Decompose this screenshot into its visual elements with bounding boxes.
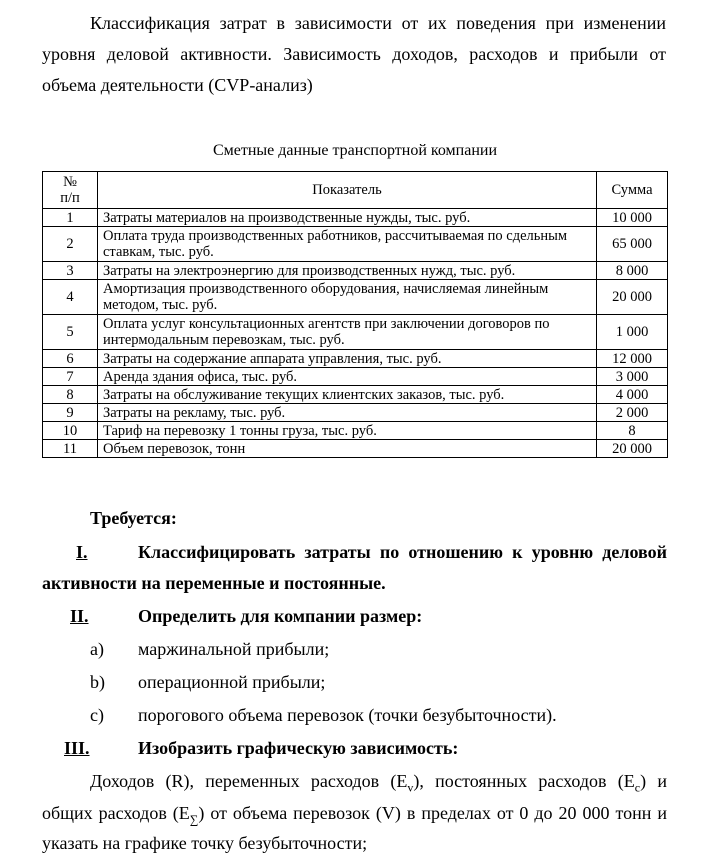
- table-row: [43, 422, 668, 440]
- row-indicator: Оплата услуг консультационных агентств при заключении договоров по интермодальным перевозкам, тыс. руб.: [98, 315, 597, 350]
- item-a-text: маржинальной прибыли;: [138, 639, 330, 659]
- task3-line2-part: общих расходов (E: [42, 803, 190, 823]
- table-row: [43, 227, 668, 262]
- table-row: [43, 315, 668, 350]
- row-sum: 2 000: [597, 404, 668, 422]
- task3-line1-part: ) и: [640, 771, 667, 791]
- row-num: 2: [43, 227, 98, 262]
- sub-c: c: [634, 780, 641, 795]
- table-row: [43, 368, 668, 386]
- table-row: [43, 350, 668, 368]
- table-row: [43, 209, 668, 227]
- task2-text: Определить для компании размер:: [138, 606, 423, 626]
- row-indicator: Затраты на содержание аппарата управления, тыс. руб.: [98, 350, 597, 368]
- table-header-row: [43, 172, 668, 209]
- row-sum: 4 000: [597, 386, 668, 404]
- row-sum: 10 000: [597, 209, 668, 227]
- row-indicator: Оплата труда производственных работников, рассчитываемая по сдельным ставкам, тыс. руб.: [98, 227, 597, 262]
- table-caption: Сметные данные транспортной компании: [212, 142, 498, 159]
- row-num: 7: [43, 368, 98, 386]
- item-b-label: b): [90, 672, 105, 692]
- requirements-title: Требуется:: [90, 508, 177, 528]
- table-row: [43, 404, 668, 422]
- row-indicator: Затраты на рекламу, тыс. руб.: [98, 404, 597, 422]
- header-num-line1: №: [63, 174, 77, 190]
- item-c-text: порогового объема перевозок (точки безубыточности).: [138, 705, 557, 725]
- row-num: 3: [43, 262, 98, 280]
- table-row: [43, 262, 668, 280]
- row-num: 6: [43, 350, 98, 368]
- header-num-line2: п/п: [60, 190, 80, 206]
- row-sum: 65 000: [597, 227, 668, 262]
- row-num: 8: [43, 386, 98, 404]
- header-num: [43, 172, 98, 209]
- header-indicator: Показатель: [98, 172, 597, 209]
- row-indicator: Амортизация производственного оборудования, начисляемая линейным методом, тыс. руб.: [98, 280, 597, 315]
- row-sum: 8 000: [597, 262, 668, 280]
- row-num: 9: [43, 404, 98, 422]
- table-row: [43, 440, 668, 458]
- header-sum: Сумма: [597, 172, 668, 209]
- task3-line1-part: Доходов (R), переменных расходов (E: [90, 771, 408, 791]
- task1-numeral: [76, 542, 88, 562]
- task3-line1: [90, 771, 667, 798]
- task1-numeral-text: I.: [76, 542, 88, 562]
- row-sum: 20 000: [597, 280, 668, 315]
- row-sum: 1 000: [597, 315, 668, 350]
- item-b-text: операционной прибыли;: [138, 672, 326, 692]
- task1-line1: Классифицировать затраты по отношению к уровню деловой: [138, 542, 667, 562]
- row-indicator: Объем перевозок, тонн: [98, 440, 597, 458]
- row-sum: 12 000: [597, 350, 668, 368]
- item-c-label: c): [90, 705, 104, 725]
- item-a-label: a): [90, 639, 104, 659]
- row-indicator: Затраты материалов на производственные нужды, тыс. руб.: [98, 209, 597, 227]
- row-indicator: Затраты на электроэнергию для производственных нужд, тыс. руб.: [98, 262, 597, 280]
- task3-text: Изобразить графическую зависимость:: [138, 738, 459, 758]
- task3-line2: [42, 803, 667, 830]
- intro-paragraph: Классификация затрат в зависимости от их поведения при изменении уровня деловой активности. Зависимость доходов, расходов и прибыли от объема деятельности (CVP-анализ): [42, 13, 666, 95]
- row-num: 4: [43, 280, 98, 315]
- task2-numeral: [70, 606, 89, 626]
- task2-numeral-text: II.: [70, 606, 89, 626]
- estimate-table: [42, 171, 668, 458]
- row-num: 1: [43, 209, 98, 227]
- row-num: 5: [43, 315, 98, 350]
- row-num: 11: [43, 440, 98, 458]
- table-row: [43, 280, 668, 315]
- task3-numeral: [64, 738, 90, 758]
- row-sum: 20 000: [597, 440, 668, 458]
- sub-v: v: [407, 780, 414, 795]
- row-sum: 3 000: [597, 368, 668, 386]
- table-row: [43, 386, 668, 404]
- task3-numeral-text: III.: [64, 738, 90, 758]
- task1-line2: активности на переменные и постоянные.: [42, 573, 386, 593]
- row-indicator: Аренда здания офиса, тыс. руб.: [98, 368, 597, 386]
- sub-sum: ∑: [189, 812, 199, 827]
- row-num: 10: [43, 422, 98, 440]
- task3-line1-part: ), постоянных расходов (E: [413, 771, 635, 791]
- row-indicator: Затраты на обслуживание текущих клиентских заказов, тыс. руб.: [98, 386, 597, 404]
- task3-line3: указать на графике точку безубыточности;: [42, 833, 368, 853]
- row-sum: 8: [597, 422, 668, 440]
- task3-line2-part: ) от объема перевозок (V) в пределах от 0 до 20 000 тонн и: [198, 803, 667, 823]
- row-indicator: Тариф на перевозку 1 тонны груза, тыс. руб.: [98, 422, 597, 440]
